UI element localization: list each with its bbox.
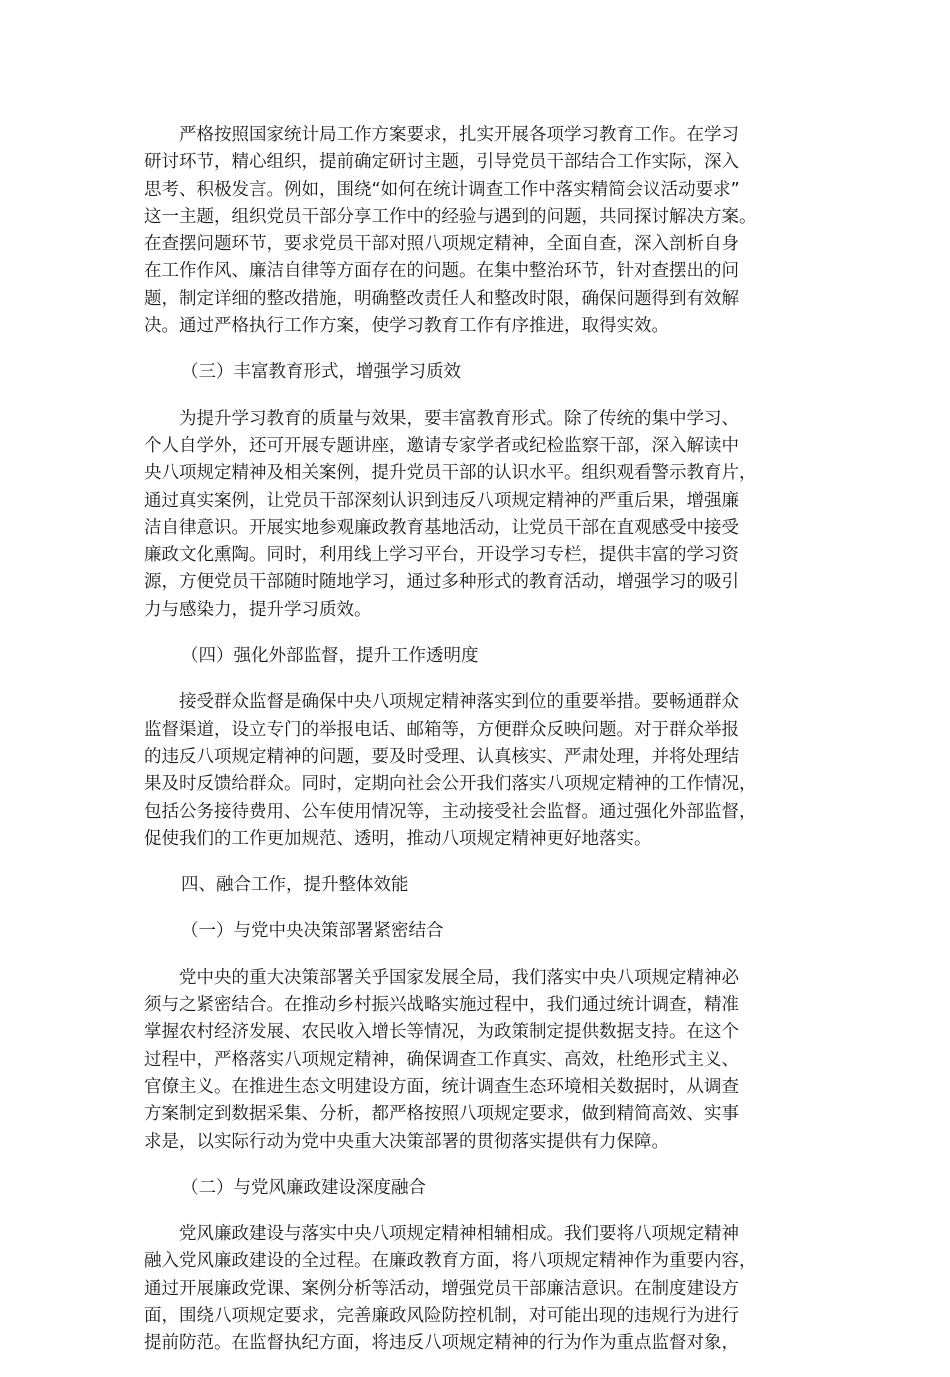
subheading-3: （三）丰富教育形式，增强学习质效 xyxy=(181,362,461,383)
paragraph-education-forms: 为提升学习教育的质量与效果，要丰富教育形式。除了传统的集中学习、 个人自学外，还可开展专题讲座，邀请专家学者或纪检监察干部，深入解读中 央八项规定精神及相关案例，提升党员干部的认识水平。组织观看警示教育片， 通过真实案例，让党员干部深刻认识到违反八项规定精神的严重后果，增强廉 洁自律意识。开展实地参观廉政教育基地活动，让党员干部在直观感受中接受 廉政文化熏陶。同时，利用线上学习平台，开设学习专栏，提供丰富的学习资 源，方便党员干部随时随地学习，通过多种形式的教育活动，增强学习的吸引 力与感染力，提升学习质效。 xyxy=(144,408,757,620)
paragraph-central-decisions: 党中央的重大决策部署关乎国家发展全局，我们落实中央八项规定精神必 须与之紧密结合。在推动乡村振兴战略实施过程中，我们通过统计调查，精准 掌握农村经济发展、农民收入增长等情况，为政策制定提供数据支持。在这个 过程中，严格落实八项规定精神，确保调查工作真实、高效，杜绝形式主义、 官僚主义。在推进生态文明建设方面，统计调查生态环境相关数据时，从调查 方案制定到数据采集、分析，都严格按照八项规定要求，做到精简高效、实事 求是，以实际行动为党中央重大决策部署的贯彻落实提供有力保障。 xyxy=(144,967,739,1152)
document-body xyxy=(144,122,824,1377)
subheading-4: （四）强化外部监督，提升工作透明度 xyxy=(181,646,479,667)
paragraph-party-conduct: 党风廉政建设与落实中央八项规定精神相辅相成。我们要将八项规定精神 融入党风廉政建设的全过程。在廉政教育方面，将八项规定精神作为重要内容， 通过开展廉政党课、案例分析等活动，增强党员干部廉洁意识。在制度建设方 面，围绕八项规定要求，完善廉政风险防控机制，对可能出现的违规行为进行 提前防范。在监督执纪方面，将违反八项规定精神的行为作为重点监督对象， xyxy=(144,1224,757,1354)
paragraph-study-work: 严格按照国家统计局工作方案要求，扎实开展各项学习教育工作。在学习 研讨环节，精心组织，提前确定研讨主题，引导党员干部结合工作实际，深入 思考、积极发言。例如，围绕“如何在统计调查工作中落实精简会议活动要求” 这一主题，组织党员干部分享工作中的经验与遇到的问题，共同探讨解决方案。 在查摆问题环节，要求党员干部对照八项规定精神，全面自查，深入剖析自身 在工作作风、廉洁自律等方面存在的问题。在集中整治环节，针对查摆出的问 题，制定详细的整改措施，明确整改责任人和整改时限，确保问题得到有效解 决。通过严格执行工作方案，使学习教育工作有序推进，取得实效。 xyxy=(144,125,757,337)
subheading-2: （二）与党风廉政建设深度融合 xyxy=(181,1177,426,1198)
paragraph-external-supervision: 接受群众监督是确保中央八项规定精神落实到位的重要举措。要畅通群众 监督渠道，设立专门的举报电话、邮箱等，方便群众反映问题。对于群众举报 的违反八项规定精神的问题，要及时受理、认真核实、严肃处理，并将处理结 果及时反馈给群众。同时，定期向社会公开我们落实八项规定精神的工作情况， 包括公务接待费用、公车使用情况等，主动接受社会监督。通过强化外部监督， 促使我们的工作更加规范、透明，推动八项规定精神更好地落实。 xyxy=(144,692,757,849)
subheading-1: （一）与党中央决策部署紧密结合 xyxy=(181,921,444,942)
section-heading-4: 四、融合工作，提升整体效能 xyxy=(181,875,409,896)
